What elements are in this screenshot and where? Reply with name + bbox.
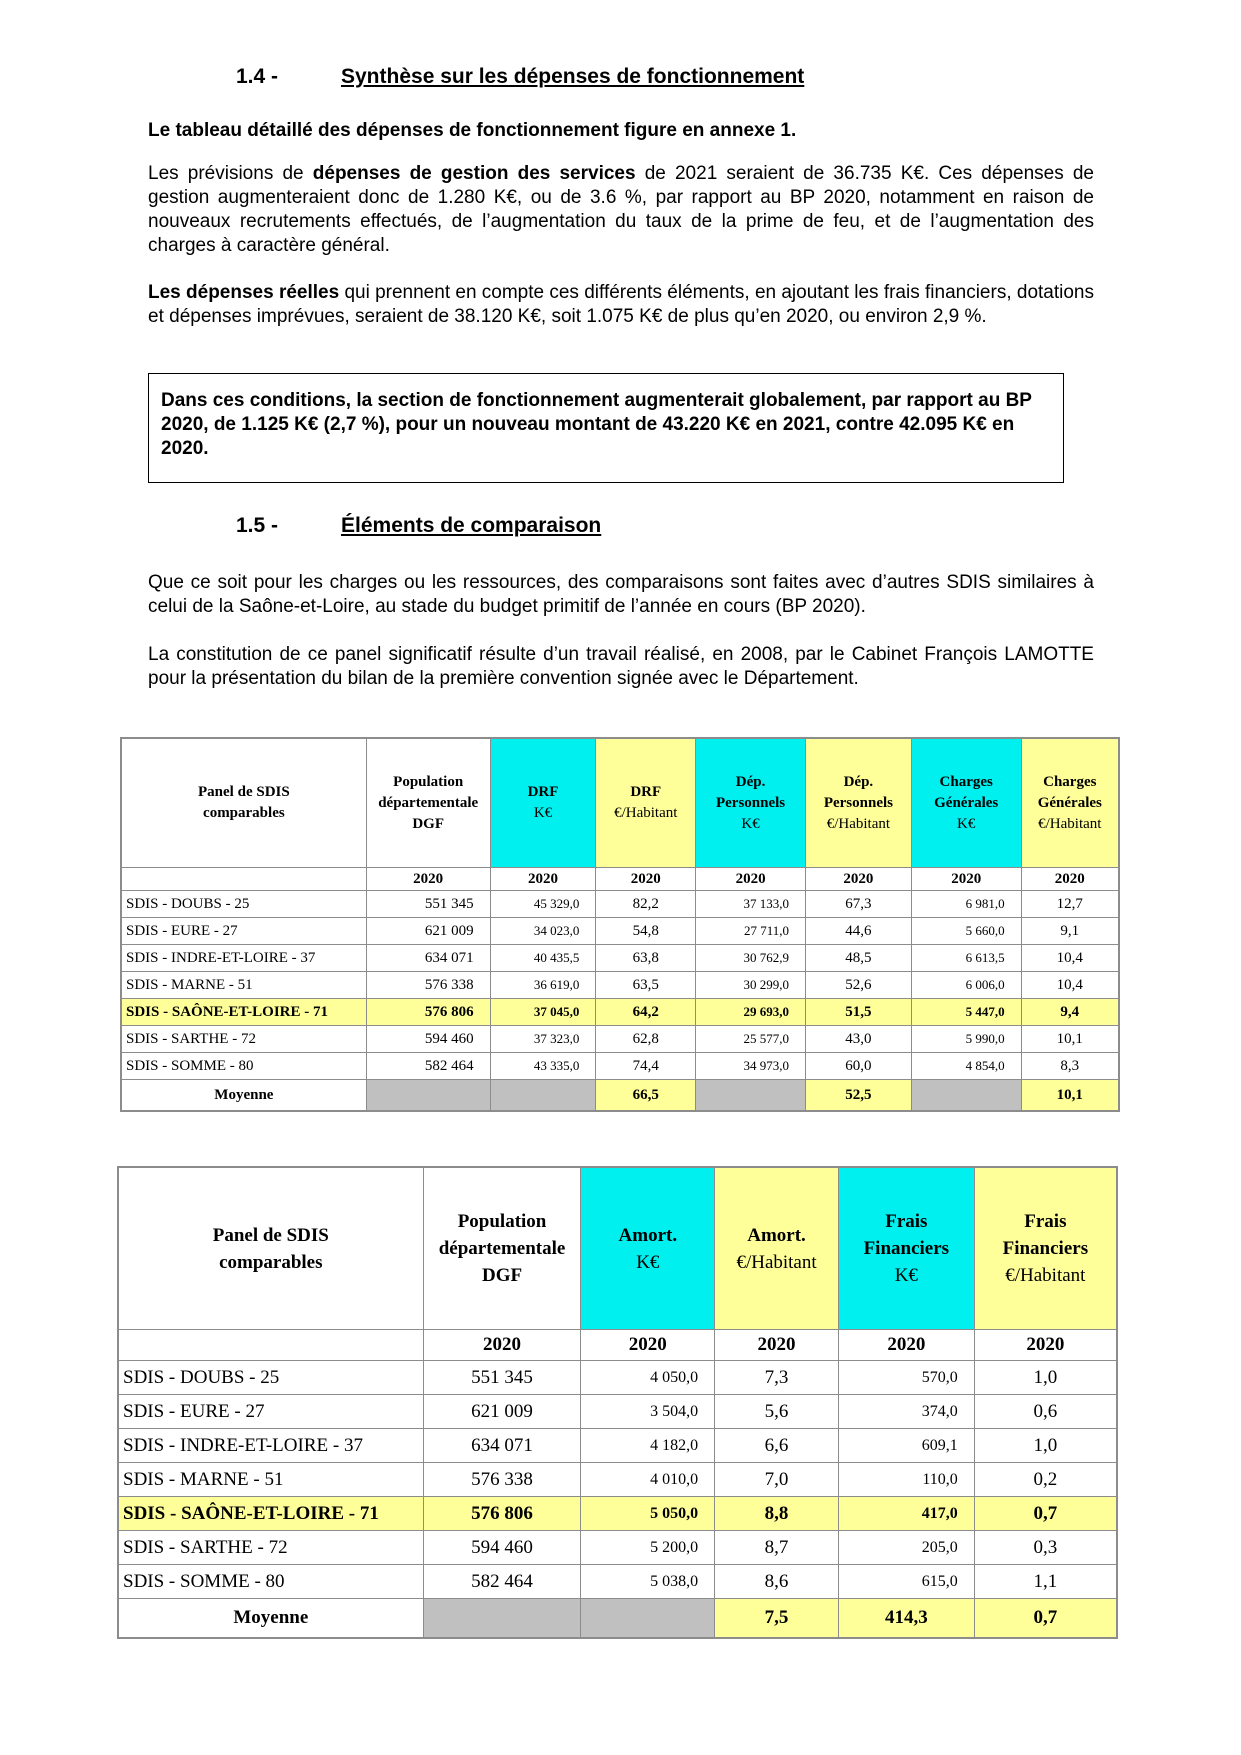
year-cell: 2020: [366, 868, 490, 891]
table-header-row: [118, 1167, 1117, 1330]
value-cell: 6 613,5: [911, 945, 1021, 972]
value-cell: 37 045,0: [490, 999, 596, 1026]
value-cell: 582 464: [423, 1565, 581, 1599]
value-cell: 576 806: [366, 999, 490, 1026]
year-row: [118, 1330, 1117, 1361]
value-cell: 205,0: [838, 1531, 974, 1565]
value-cell: 43 335,0: [490, 1053, 596, 1080]
sdis-name-cell: SDIS - DOUBS - 25: [121, 891, 366, 918]
value-cell: 34 973,0: [696, 1053, 806, 1080]
value-cell: 594 460: [366, 1026, 490, 1053]
value-cell: 36 619,0: [490, 972, 596, 999]
section-heading-1-5: [236, 514, 601, 538]
header-dep-personnels: Dép. Personnels K€: [696, 738, 806, 868]
year-cell: 2020: [581, 1330, 715, 1361]
value-cell: 576 806: [423, 1497, 581, 1531]
value-cell: 51,5: [805, 999, 911, 1026]
value-cell: 63,8: [596, 945, 696, 972]
comparison-table-2: [117, 1166, 1118, 1639]
value-cell: 5 660,0: [911, 918, 1021, 945]
value-cell: 634 071: [423, 1429, 581, 1463]
value-cell: 615,0: [838, 1565, 974, 1599]
header-population: Population départementale DGF: [423, 1167, 581, 1330]
header-amort-habitant: Amort. €/Habitant: [715, 1167, 839, 1330]
sdis-name-cell: SDIS - SAÔNE-ET-LOIRE - 71: [118, 1497, 423, 1531]
value-cell: 110,0: [838, 1463, 974, 1497]
table-row: [121, 891, 1119, 918]
year-cell-empty: [121, 868, 366, 891]
value-cell: 43,0: [805, 1026, 911, 1053]
empty-cell: [581, 1599, 715, 1639]
header-frais-financiers-habitant: Frais Financiers €/Habitant: [974, 1167, 1117, 1330]
year-cell: 2020: [490, 868, 596, 891]
year-cell: 2020: [974, 1330, 1117, 1361]
sdis-name-cell: SDIS - MARNE - 51: [118, 1463, 423, 1497]
value-cell: 37 133,0: [696, 891, 806, 918]
value-cell: 74,4: [596, 1053, 696, 1080]
average-label: Moyenne: [118, 1599, 423, 1639]
value-cell: 570,0: [838, 1361, 974, 1395]
paragraph-panel: La constitution de ce panel significatif résulte d’un travail réalisé, en 2008, par le Cabinet François LAMOTTE pour la présentation du bilan de la première convention signée avec le Département.: [148, 644, 1094, 689]
text: de 2021 seraient de 36.735 K€. Ces dépenses de gestion augmenteraient donc de 1.280 K€, ou de 3.6 %, par rapport au BP 2020, notamment en raison de nouveaux recrutements effectués, de l’augmentation du taux de la prime de feu, et de l’augmentation des charges à caractère général.: [148, 163, 1094, 256]
header-population: Population départementale DGF: [366, 738, 490, 868]
value-cell: 582 464: [366, 1053, 490, 1080]
value-cell: 0,3: [974, 1531, 1117, 1565]
table-row: [121, 1053, 1119, 1080]
value-cell: 30 762,9: [696, 945, 806, 972]
value-cell: 48,5: [805, 945, 911, 972]
text: qui prennent en compte ces différents éléments, en ajoutant les frais financiers, dotations et dépenses imprévues, seraient de 38.120 K€, soit 1.075 K€ de plus qu’en 2020, ou environ 2,9 %.: [148, 282, 1094, 327]
value-cell: 374,0: [838, 1395, 974, 1429]
sdis-name-cell: SDIS - MARNE - 51: [121, 972, 366, 999]
summary-box: Dans ces conditions, la section de fonctionnement augmenterait globalement, par rapport au BP 2020, de 1.125 K€ (2,7 %), pour un nouveau montant de 43.220 K€ en 2021, contre 42.095 K€ en 2020.: [148, 373, 1064, 483]
sdis-name-cell: SDIS - SOMME - 80: [121, 1053, 366, 1080]
value-cell: 27 711,0: [696, 918, 806, 945]
value-cell: 1,1: [974, 1565, 1117, 1599]
header-drf: DRF K€: [490, 738, 596, 868]
value-cell: 7,3: [715, 1361, 839, 1395]
average-label: Moyenne: [121, 1080, 366, 1112]
table-row: [121, 945, 1119, 972]
section-number: 1.5 -: [236, 514, 279, 537]
bold-text: Les dépenses réelles: [148, 282, 340, 303]
value-cell: 34 023,0: [490, 918, 596, 945]
value-cell: 551 345: [423, 1361, 581, 1395]
value-cell: 63,5: [596, 972, 696, 999]
value-cell: 6 981,0: [911, 891, 1021, 918]
table-row: [121, 999, 1119, 1026]
value-cell: 5 038,0: [581, 1565, 715, 1599]
year-cell: 2020: [911, 868, 1021, 891]
value-cell: 10,4: [1021, 972, 1119, 999]
table-row: [118, 1429, 1117, 1463]
sdis-name-cell: SDIS - DOUBS - 25: [118, 1361, 423, 1395]
value-cell: 30 299,0: [696, 972, 806, 999]
text: Les prévisions de: [148, 163, 313, 184]
value-cell: 82,2: [596, 891, 696, 918]
table-row: [118, 1531, 1117, 1565]
header-charges-generales-habitant: Charges Générales €/Habitant: [1021, 738, 1119, 868]
empty-cell: [490, 1080, 596, 1112]
sdis-name-cell: SDIS - SARTHE - 72: [118, 1531, 423, 1565]
value-cell: 62,8: [596, 1026, 696, 1053]
average-frais-financiers-habitant: 0,7: [974, 1599, 1117, 1639]
empty-cell: [423, 1599, 581, 1639]
header-panel: Panel de SDIS comparables: [121, 738, 366, 868]
value-cell: 5 200,0: [581, 1531, 715, 1565]
average-charges-habitant: 10,1: [1021, 1080, 1119, 1112]
average-amort-habitant: 7,5: [715, 1599, 839, 1639]
header-panel: Panel de SDIS comparables: [118, 1167, 423, 1330]
value-cell: 594 460: [423, 1531, 581, 1565]
value-cell: 9,4: [1021, 999, 1119, 1026]
header-drf-habitant: DRF €/Habitant: [596, 738, 696, 868]
average-row: [118, 1599, 1117, 1639]
table-row: [118, 1565, 1117, 1599]
section-title: Éléments de comparaison: [341, 514, 602, 537]
value-cell: 551 345: [366, 891, 490, 918]
value-cell: 621 009: [366, 918, 490, 945]
year-cell: 2020: [715, 1330, 839, 1361]
section-title: Synthèse sur les dépenses de fonctionnement: [341, 65, 805, 88]
paragraph-depenses-reelles: [148, 281, 1094, 329]
table-row: [121, 918, 1119, 945]
average-dep-habitant: 52,5: [805, 1080, 911, 1112]
value-cell: 9,1: [1021, 918, 1119, 945]
table-row: [121, 1026, 1119, 1053]
empty-cell: [366, 1080, 490, 1112]
value-cell: 5 050,0: [581, 1497, 715, 1531]
table-header-row: [121, 738, 1119, 868]
value-cell: 8,7: [715, 1531, 839, 1565]
average-drf-habitant: 66,5: [596, 1080, 696, 1112]
value-cell: 10,1: [1021, 1026, 1119, 1053]
value-cell: 621 009: [423, 1395, 581, 1429]
value-cell: 5 447,0: [911, 999, 1021, 1026]
value-cell: 3 504,0: [581, 1395, 715, 1429]
value-cell: 8,6: [715, 1565, 839, 1599]
value-cell: 4 854,0: [911, 1053, 1021, 1080]
sdis-name-cell: SDIS - INDRE-ET-LOIRE - 37: [121, 945, 366, 972]
value-cell: 44,6: [805, 918, 911, 945]
value-cell: 60,0: [805, 1053, 911, 1080]
value-cell: 6 006,0: [911, 972, 1021, 999]
value-cell: 54,8: [596, 918, 696, 945]
sdis-name-cell: SDIS - EURE - 27: [121, 918, 366, 945]
comparison-table-1: [120, 737, 1120, 1112]
value-cell: 29 693,0: [696, 999, 806, 1026]
year-cell: 2020: [1021, 868, 1119, 891]
value-cell: 4 050,0: [581, 1361, 715, 1395]
value-cell: 576 338: [423, 1463, 581, 1497]
empty-cell: [911, 1080, 1021, 1112]
year-cell: 2020: [423, 1330, 581, 1361]
value-cell: 417,0: [838, 1497, 974, 1531]
sdis-name-cell: SDIS - SARTHE - 72: [121, 1026, 366, 1053]
header-charges-generales: Charges Générales K€: [911, 738, 1021, 868]
value-cell: 8,3: [1021, 1053, 1119, 1080]
value-cell: 0,7: [974, 1497, 1117, 1531]
value-cell: 45 329,0: [490, 891, 596, 918]
value-cell: 6,6: [715, 1429, 839, 1463]
table-row: [121, 972, 1119, 999]
value-cell: 64,2: [596, 999, 696, 1026]
value-cell: 5,6: [715, 1395, 839, 1429]
year-cell: 2020: [696, 868, 806, 891]
value-cell: 37 323,0: [490, 1026, 596, 1053]
sdis-name-cell: SDIS - EURE - 27: [118, 1395, 423, 1429]
value-cell: 1,0: [974, 1361, 1117, 1395]
year-cell: 2020: [805, 868, 911, 891]
year-cell: 2020: [596, 868, 696, 891]
year-row: [121, 868, 1119, 891]
header-frais-financiers: Frais Financiers K€: [838, 1167, 974, 1330]
year-cell: 2020: [838, 1330, 974, 1361]
paragraph-depenses-gestion: [148, 162, 1094, 258]
value-cell: 0,2: [974, 1463, 1117, 1497]
value-cell: 4 010,0: [581, 1463, 715, 1497]
average-row: [121, 1080, 1119, 1112]
value-cell: 8,8: [715, 1497, 839, 1531]
value-cell: 40 435,5: [490, 945, 596, 972]
header-amort: Amort. K€: [581, 1167, 715, 1330]
value-cell: 609,1: [838, 1429, 974, 1463]
header-dep-personnels-habitant: Dép. Personnels €/Habitant: [805, 738, 911, 868]
empty-cell: [696, 1080, 806, 1112]
sdis-name-cell: SDIS - INDRE-ET-LOIRE - 37: [118, 1429, 423, 1463]
sdis-name-cell: SDIS - SOMME - 80: [118, 1565, 423, 1599]
value-cell: 10,4: [1021, 945, 1119, 972]
value-cell: 634 071: [366, 945, 490, 972]
value-cell: 7,0: [715, 1463, 839, 1497]
table-row: [118, 1361, 1117, 1395]
value-cell: 4 182,0: [581, 1429, 715, 1463]
value-cell: 25 577,0: [696, 1026, 806, 1053]
value-cell: 0,6: [974, 1395, 1117, 1429]
value-cell: 5 990,0: [911, 1026, 1021, 1053]
year-cell-empty: [118, 1330, 423, 1361]
value-cell: 1,0: [974, 1429, 1117, 1463]
table-row: [118, 1463, 1117, 1497]
value-cell: 12,7: [1021, 891, 1119, 918]
sdis-name-cell: SDIS - SAÔNE-ET-LOIRE - 71: [121, 999, 366, 1026]
table-row: [118, 1395, 1117, 1429]
intro-annexe: Le tableau détaillé des dépenses de fonctionnement figure en annexe 1.: [148, 120, 797, 141]
average-frais-financiers: 414,3: [838, 1599, 974, 1639]
bold-text: dépenses de gestion des services: [312, 163, 636, 184]
table-row: [118, 1497, 1117, 1531]
section-heading-1-4: [236, 65, 804, 89]
value-cell: 576 338: [366, 972, 490, 999]
section-number: 1.4 -: [236, 65, 279, 88]
paragraph-comparaisons: Que ce soit pour les charges ou les ressources, des comparaisons sont faites avec d’autres SDIS similaires à celui de la Saône-et-Loire, au stade du budget primitif de l’année en cours (BP 2020).: [148, 572, 1094, 617]
value-cell: 52,6: [805, 972, 911, 999]
value-cell: 67,3: [805, 891, 911, 918]
